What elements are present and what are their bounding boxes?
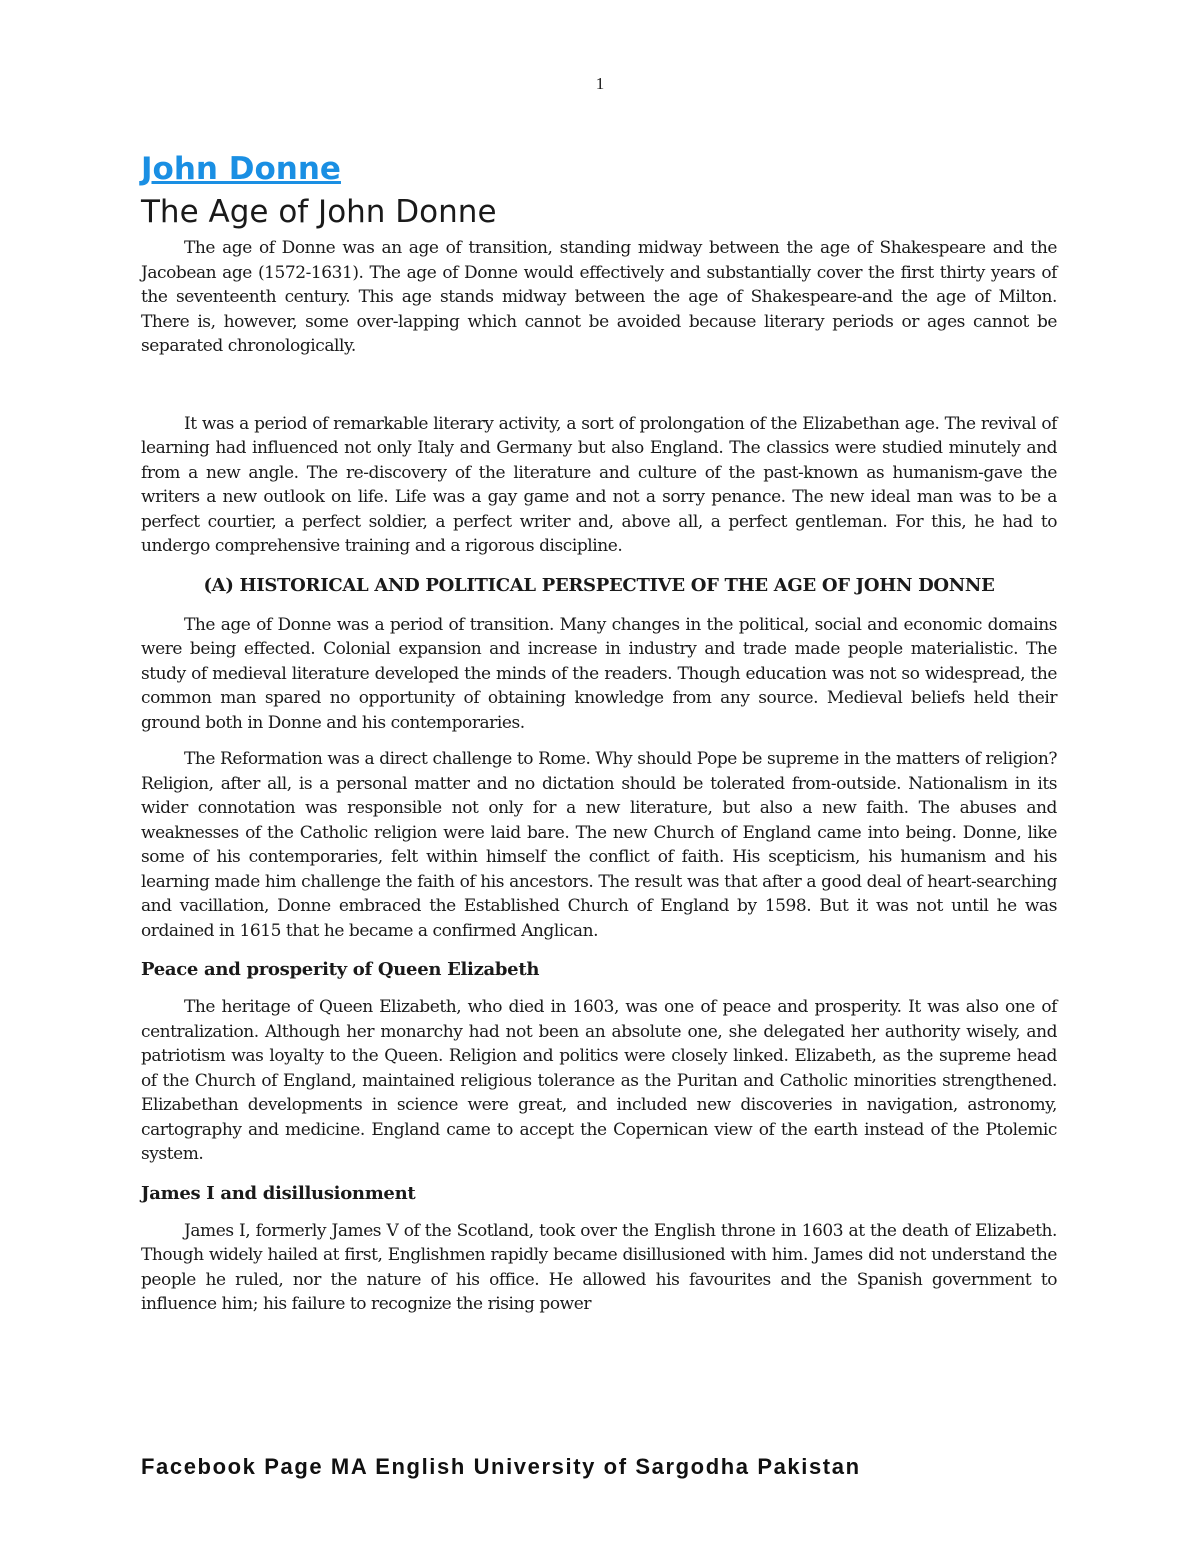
- paragraph-intro-2: It was a period of remarkable literary activity, a sort of prolongation of the Elizabethan age. The revival of learning had influenced not only Italy and Germany but also England. The classics were studied minutely and from a new angle. The re-discovery of the literature and culture of the past-known as humanism-gave the writers a new outlook on life. Life was a gay game and not a sorry penance. The new ideal man was to be a perfect courtier, a perfect soldier, a perfect writer and, above all, a perfect gentleman. For this, he had to undergo comprehensive training and a rigorous discipline.: [141, 413, 1057, 556]
- section-heading-historical-political: (A) HISTORICAL AND POLITICAL PERSPECTIVE OF THE AGE OF JOHN DONNE: [203, 574, 995, 596]
- paragraph-historical-1: The age of Donne was a period of transition. Many changes in the political, social and economic domains were being effected. Colonial expansion and increase in industry and trade made people materialistic. The study of medieval literature developed the minds of the readers. Though education was not so widespread, the common man spared no opportunity of obtaining knowledge from any source. Medieval beliefs held their ground both in Donne and his contemporaries.: [141, 614, 1057, 733]
- spacer: [141, 359, 1057, 412]
- page-footer: Facebook Page MA English University of Sargodha Pakistan: [141, 1454, 861, 1479]
- section-heading-elizabeth: Peace and prosperity of Queen Elizabeth: [141, 959, 540, 980]
- section-heading-james: James I and disillusionment: [141, 1182, 416, 1204]
- spacer: [141, 735, 1057, 747]
- document-body: [141, 152, 1057, 1317]
- page-number: 1: [595, 74, 605, 93]
- paragraph-elizabeth: The heritage of Queen Elizabeth, who died in 1603, was one of peace and prosperity. It was also one of centralization. Although her monarchy had not been an absolute one, she delegated her authority wisely, and patriotism was loyalty to the Queen. Religion and politics were closely linked. Elizabeth, as the supreme head of the Church of England, maintained religious tolerance as the Puritan and Catholic minorities strengthened. Elizabethan developments in science were great, and included new discoveries in navigation, astronomy, cartography and medicine. England came to accept the Copernican view of the earth instead of the Ptolemic system.: [141, 997, 1057, 1164]
- paragraph-historical-2: The Reformation was a direct challenge to Rome. Why should Pope be supreme in the matters of religion? Religion, after all, is a personal matter and no dictation should be tolerated from-outside. Nationalism in its wider connotation was responsible not only for a new literature, but also a new faith. The abuses and weaknesses of the Catholic religion were laid bare. The new Church of England came into being. Donne, like some of his contemporaries, felt within himself the conflict of faith. His scepticism, his humanism and his learning made him challenge the faith of his ancestors. The result was that after a good deal of heart-searching and vacillation, Donne embraced the Established Church of England by 1598. But it was not until he was ordained in 1615 that he became a confirmed Anglican.: [141, 749, 1057, 941]
- section-heading-age: The Age of John Donne: [141, 194, 497, 230]
- paragraph-james: James I, formerly James V of the Scotland, took over the English throne in 1603 at the death of Elizabeth. Though widely hailed at first, Englishmen rapidly became disillusioned with him. James did not understand the people he ruled, nor the nature of his office. He allowed his favourites and the Spanish government to influence him; his failure to recognize the rising power: [141, 1220, 1057, 1314]
- paragraph-intro-1: The age of Donne was an age of transition, standing midway between the age of Shakespeare and the Jacobean age (1572-1631). The age of Donne would effectively and substantially cover the first thirty years of the seventeenth century. This age stands midway between the age of Shakespeare-and the age of Milton. There is, however, some over-lapping which cannot be avoided because literary periods or ages cannot be separated chronologically.: [141, 238, 1057, 356]
- document-title[interactable]: John Donne: [141, 151, 341, 187]
